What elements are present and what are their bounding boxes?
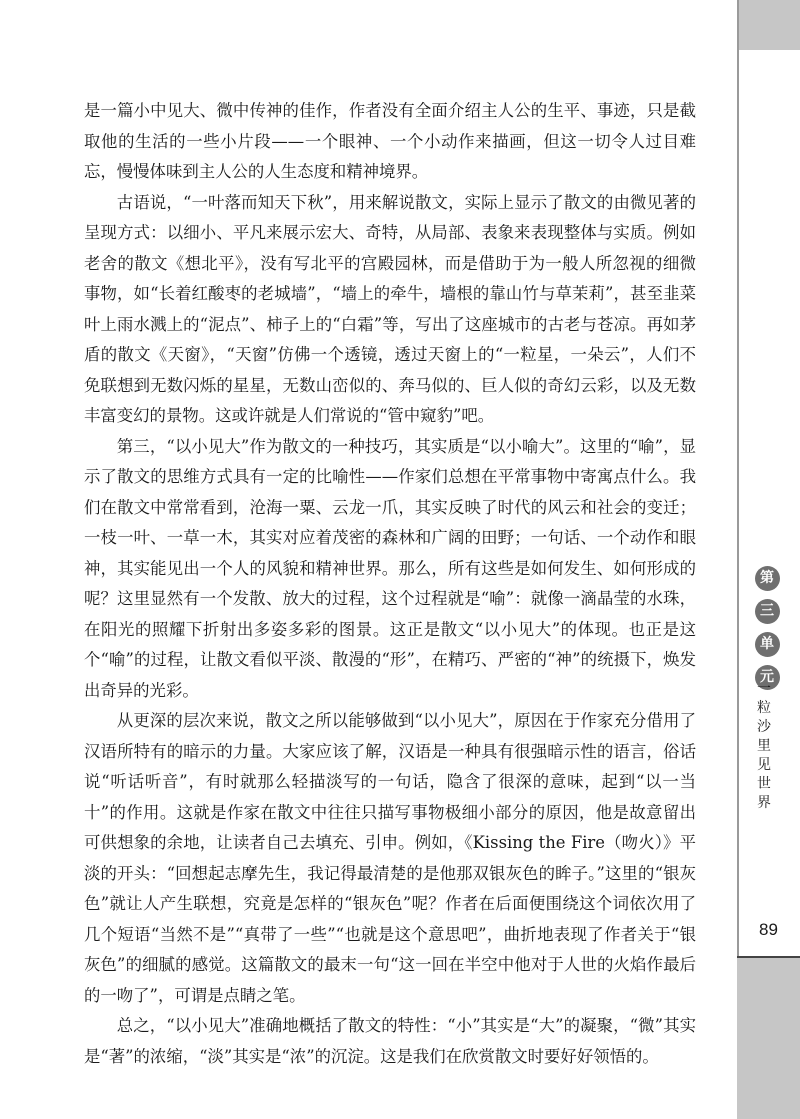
body-paragraph: 从更深的层次来说，散文之所以能够做到“以小见大”，原因在于作家充分借用了汉语所特有的暗示的力量。大家应该了解，汉语是一种具有很强暗示性的语言，俗话说“听话听音”，有时就那么轻描淡写的一句话，隐含了很深的意味，起到“以一当十”的作用。这就是作家在散文中往往只描写事物极细小部分的原因，他是故意留出可供想象的余地，让读者自己去填充、引申。例如，《Kissing the Fire（吻火）》平淡的开头：“回想起志摩先生，我记得最清楚的是他那双银灰色的眸子。”这里的“银灰色”就让人产生联想，究竟是怎样的“银灰色”呢？作者在后面便围绕这个词依次用了几个短语“当然不是”“真带了一些”“也就是这个意思吧”，曲折地表现了作者关于“银灰色”的细腻的感觉。这篇散文的最末一句“这一回在半空中他对于人世的火焰作最后的一吻了”，可谓是点睛之笔。 [84, 711, 696, 1005]
body-paragraph: 总之，“以小见大”准确地概括了散文的特性：“小”其实是“大”的凝聚，“微”其实是“著”的浓缩，“淡”其实是“浓”的沉淀。这是我们在欣赏散文时要好好领悟的。 [84, 1016, 696, 1066]
unit-char: 三 [755, 599, 780, 624]
unit-subtitle: 一粒沙里见世界 [757, 681, 771, 811]
sidebar-top-band [737, 0, 800, 50]
unit-char: 第 [755, 566, 780, 591]
page-number: 89 [759, 920, 778, 939]
unit-char: 单 [755, 632, 780, 657]
body-paragraph: 古语说，“一叶落而知天下秋”，用来解说散文，实际上显示了散文的由微见著的呈现方式：以细小、平凡来展示宏大、奇特，从局部、表象来表现整体与实质。例如老舍的散文《想北平》，没有写北平的宫殿园林，而是借助于为一般人所忽视的细微事物，如“长着红酸枣的老城墙”，“墙上的牵牛，墙根的靠山竹与草茉莉”，甚至韭菜叶上雨水溅上的“泥点”、柿子上的“白霜”等，写出了这座城市的古老与苍凉。再如茅盾的散文《天窗》，“天窗”仿佛一个透镜，透过天窗上的“一粒星，一朵云”，人们不免联想到无数闪烁的星星，无数山峦似的、奔马似的、巨人似的奇幻云彩，以及无数丰富变幻的景物。这或许就是人们常说的“管中窥豹”吧。 [84, 192, 696, 425]
unit-label [748, 566, 786, 685]
body-paragraph: 第三，“以小见大”作为散文的一种技巧，其实质是“以小喻大”。这里的“喻”，显示了散文的思维方式具有一定的比喻性——作家们总想在平常事物中寄寓点什么。我们在散文中常常看到，沧海一粟、云龙一爪，其实反映了时代的风云和社会的变迁；一枝一叶、一草一木，其实对应着茂密的森林和广阔的田野；一句话、一个动作和眼神，其实能见出一个人的风貌和精神世界。那么，所有这些是如何发生、如何形成的呢？这里显然有一个发散、放大的过程，这个过程就是“喻”：就像一滴晶莹的水珠，在阳光的照耀下折射出多姿多彩的图景。这正是散文“以小见大”的体现。也正是这个“喻”的过程，让散文看似平淡、散漫的“形”，在精巧、严密的“神”的统摄下，焕发出奇异的光彩。 [84, 436, 696, 700]
body-paragraph: 是一篇小中见大、微中传神的佳作，作者没有全面介绍主人公的生平、事迹，只是截取他的生活的一些小片段——一个眼神、一个小动作来描画，但这一切令人过目难忘，慢慢体味到主人公的人生态度和精神境界。 [84, 101, 696, 181]
unit-char: 元 [755, 665, 780, 690]
sidebar-bottom-band [737, 958, 800, 1119]
article-body [84, 96, 696, 1072]
